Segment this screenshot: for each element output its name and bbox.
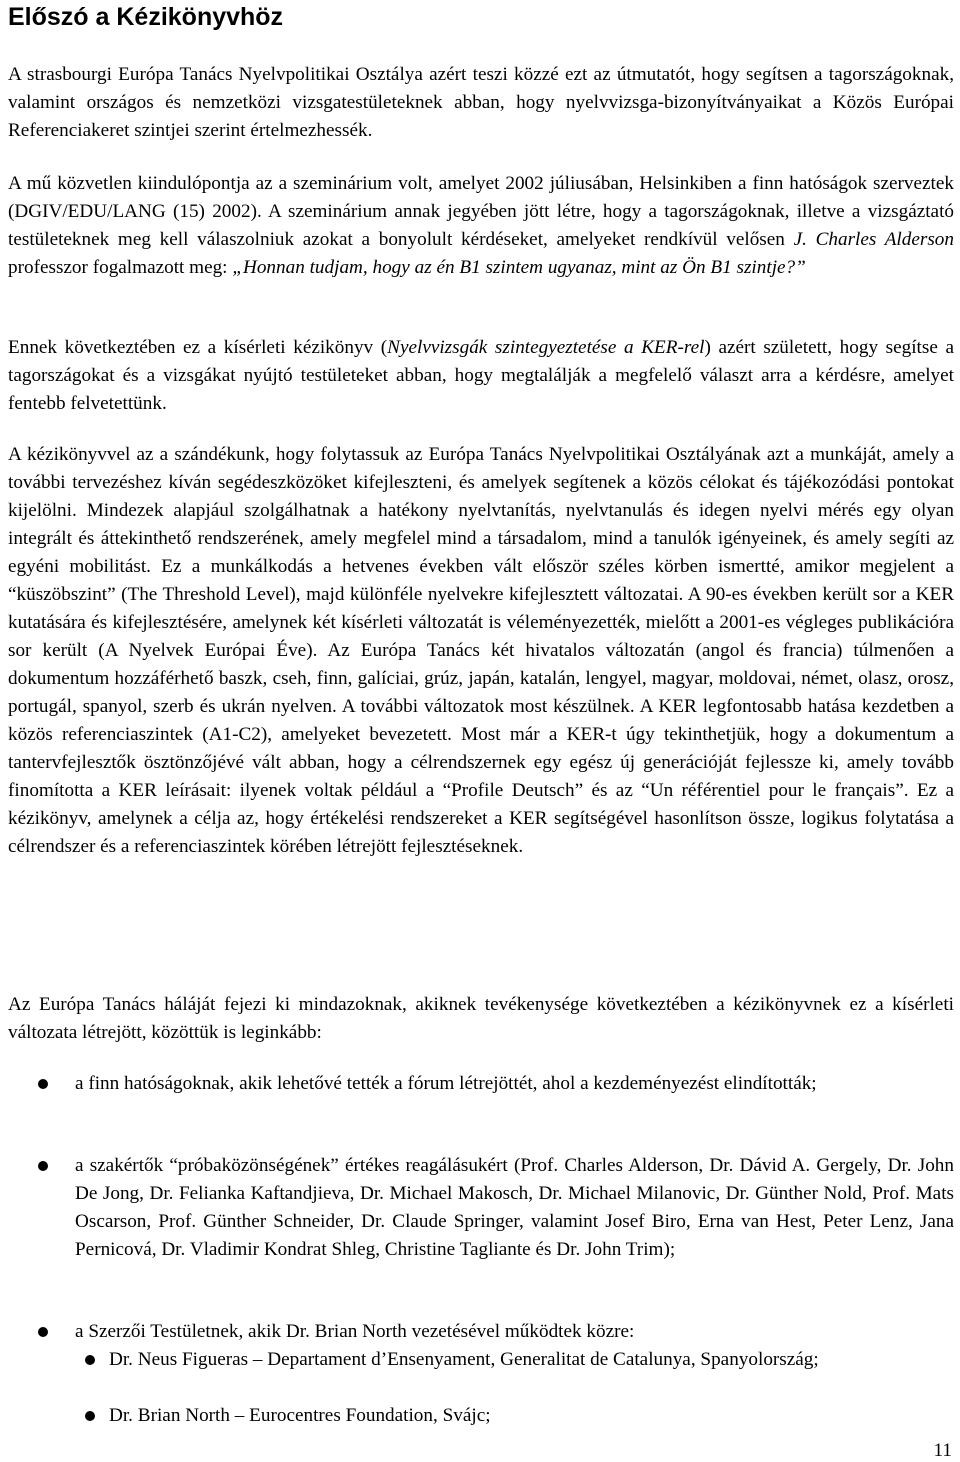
paragraph-purpose: A kézikönyvvel az a szándékunk, hogy folytassuk az Európa Tanács Nyelvpolitikai Osztályának azt a munkáját, amely a további tervezéshez kíván segédeszközöket kifejleszteni, és amelyek segítenek a közös célokat és tájékozódási pontokat kijelölni. Mindezek alapjául szolgálhatnak a hatékony nyelvtanítás, nyelvtanulás és idegen nyelvi mérés egy olyan integrált és áttekinthető rendszerének, amely megfelel mind a társadalom, mind a tanulók igényeinek, és amely segíti az egyéni mobilitást. Ez a munkálkodás a hetvenes években vált először széles körben ismertté, amikor megjelent a “küszöbszint” (The Threshold Level), majd különféle nyelvekre kifejlesztett változatai. A 90-es években került sor a KER kutatására és kifejlesztésére, amelynek két kísérleti változatát is véleményezették, mielőtt a 2001-es végleges publikációra sor került (A Nyelvek Európai Éve). Az Európa Tanács két hivatalos változatán (angol és francia) túlmenően a dokumentum hozzáférhető baszk, cseh, finn, galíciai, grúz, japán, katalán, lengyel, magyar, moldovai, német, olasz, orosz, portugál, spanyol, szerb és ukrán nyelven. A további változatok most készülnek. A KER legfontosabb hatása kezdetben a közös referenciaszintek (A1-C2), amelyeket bevezetett. Most már a KER-t úgy tekinthetjük, hogy a dokumentum a tantervfejlesztők ösztönzőjévé vált abban, hogy a célrendszernek egy egész új generációját fejlessze ki, amely tovább finomította a KER leírásait: ilyenek voltak például a “Profile Deutsch” és az “Un référentiel pour le français”. Ez a kézikönyv, amelynek a célja az, hogy értékelési rendszereket a KER segítségével hasonlítson össze, logikus folytatása a célrendszer és a referenciaszintek körében létrejött fejlesztéseknek. (8, 444, 954, 857)
bullet-icon (85, 1355, 95, 1365)
paragraph-handbook-text: Ennek következtében ez a kísérleti kézikönyv ( (8, 337, 388, 358)
handbook-title: Nyelvvizsgák szintegyeztetése a KER-rel (387, 337, 705, 358)
paragraph-handbook-text-2: ) azért született, hogy segítse a tagországokat és a vizsgákat nyújtó testületeket abban, hogy megtalálják a megfelelő választ arra a kérdésre, amelyet fentebb felvetettünk. (8, 337, 954, 414)
paragraph-seminar-text-2: professzor fogalmazott meg: (8, 257, 233, 278)
paragraph-handbook (8, 334, 954, 418)
list-item-text: a Szerzői Testületnek, akik Dr. Brian North vezetésével működtek közre: (75, 1321, 635, 1342)
paragraph-seminar (8, 170, 954, 282)
page-title: Előszó a Kézikönyvhöz (8, 3, 284, 31)
paragraph-seminar-text: A mű közvetlen kiindulópontja az a szeminárium volt, amelyet 2002 júliusában, Helsinkiben a finn hatóságok szerveztek (DGIV/EDU/LANG (15) 2002). A szeminárium annak jegyében jött létre, hogy a tagországoknak, illetve a vizsgáztató testületeknek meg kell válaszolniuk azokat a bonyolult kérdéseket, amelyeket rendkívül velősen (8, 173, 954, 250)
paragraph-thanks: Az Európa Tanács háláját fejezi ki mindazoknak, akiknek tevékenysége következtében a kézikönyvnek ez a kísérleti változata létrejött, közöttük is leginkább: (8, 994, 954, 1043)
sub-list-item-text: Dr. Brian North – Eurocentres Foundation, Svájc; (109, 1405, 491, 1426)
sub-list-item-text: Dr. Neus Figueras – Departament d’Ensenyament, Generalitat de Catalunya, Spanyolország; (109, 1349, 819, 1370)
page-number: 11 (933, 1440, 952, 1461)
list-item-text: a szakértők “próbaközönségének” értékes reagálásukért (Prof. Charles Alderson, Dr. Dávid A. Gergely, Dr. John De Jong, Dr. Felianka Kaftandjieva, Dr. Michael Makosch, Dr. Michael Milanovic, Dr. Günther Nold, Prof. Mats Oscarson, Prof. Günther Schneider, Dr. Claude Springer, valamint Josef Biro, Erna van Hest, Peter Lenz, Jana Pernicová, Dr. Vladimir Kondrat Shleg, Christine Tagliante és Dr. John Trim); (75, 1155, 954, 1260)
list-item-text: a finn hatóságoknak, akik lehetővé tették a fórum létrejöttét, ahol a kezdeményezést elindították; (75, 1073, 817, 1094)
seminar-quote: „Honnan tudjam, hogy az én B1 szintem ugyanaz, mint az Ön B1 szintje?” (232, 257, 806, 278)
bullet-icon (38, 1079, 48, 1089)
author-name: J. Charles Alderson (793, 229, 954, 250)
bullet-icon (38, 1327, 48, 1337)
paragraph-intro: A strasbourgi Európa Tanács Nyelvpolitikai Osztálya azért teszi közzé ezt az útmutatót, hogy segítsen a tagországoknak, valamint országos és nemzetközi vizsgatestületeknek abban, hogy nyelvvizsga-bizonyítványaikat a Közös Európai Referenciakeret szintjei szerint értelmezhessék. (8, 64, 954, 141)
bullet-icon (85, 1411, 95, 1421)
bullet-icon (38, 1161, 48, 1171)
